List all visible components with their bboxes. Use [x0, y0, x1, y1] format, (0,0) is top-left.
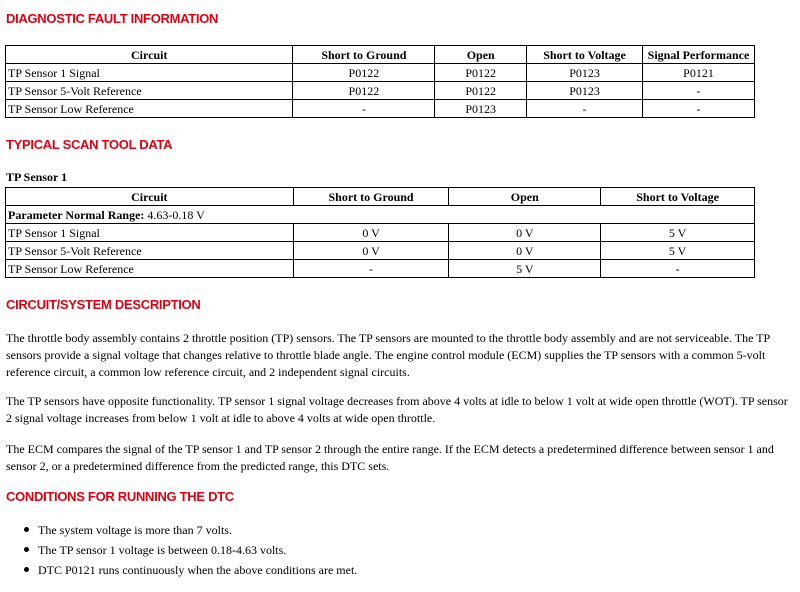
table-cell: - [527, 100, 643, 118]
table-row [6, 260, 755, 278]
table-cell: 0 V [449, 242, 601, 260]
parameter-range-value: 4.63-0.18 V [147, 207, 205, 222]
heading-circuit-system-description: CIRCUIT/SYSTEM DESCRIPTION [6, 297, 201, 312]
description-paragraph: The TP sensors have opposite functionality. TP sensor 1 signal voltage decreases from above 4 volts at idle to below 1 volt at wide open throttle (WOT). TP sensor 2 signal voltage increases from below 1 volt at idle to above 4 volts at wide open throttle. [6, 394, 788, 425]
parameter-range-row [6, 206, 755, 224]
list-item-text: The system voltage is more than 7 volts. [38, 523, 232, 537]
bullet-icon [24, 547, 29, 552]
table-cell: 0 V [293, 242, 449, 260]
column-header: Open [435, 46, 527, 64]
description-paragraph: The ECM compares the signal of the TP sensor 1 and TP sensor 2 through the entire range. If the ECM detects a predetermined difference between sensor 1 and sensor 2, or a predetermined difference from the predicted range, this DTC sets. [6, 442, 774, 473]
table-header-row [6, 188, 755, 206]
list-item [38, 520, 357, 540]
list-item [38, 560, 357, 580]
parameter-range-cell [6, 206, 755, 224]
table-cell: P0122 [435, 64, 527, 82]
table-cell: TP Sensor 1 Signal [6, 64, 293, 82]
list-item-text: DTC P0121 runs continuously when the above conditions are met. [38, 563, 358, 577]
list-item [38, 540, 357, 560]
column-header: Short to Voltage [601, 188, 755, 206]
table-cell: - [601, 260, 755, 278]
table-cell: TP Sensor 5-Volt Reference [6, 242, 294, 260]
column-header: Signal Performance [642, 46, 754, 64]
bullet-icon [24, 567, 29, 572]
table-cell: P0122 [435, 82, 527, 100]
table-cell: P0122 [293, 82, 435, 100]
table-cell: - [293, 260, 449, 278]
column-header: Short to Ground [293, 188, 449, 206]
table-header-row [6, 46, 755, 64]
table-cell: P0123 [527, 64, 643, 82]
column-header: Short to Voltage [527, 46, 643, 64]
table-cell: 5 V [601, 242, 755, 260]
heading-typical-scan-tool-data: TYPICAL SCAN TOOL DATA [6, 137, 173, 152]
scan-tool-table [5, 187, 755, 278]
column-header: Open [449, 188, 601, 206]
table-cell: P0123 [435, 100, 527, 118]
column-header: Circuit [6, 46, 293, 64]
table-cell: TP Sensor Low Reference [6, 260, 294, 278]
table-row [6, 82, 755, 100]
list-item-text: The TP sensor 1 voltage is between 0.18-4.63 volts. [38, 543, 287, 557]
table-cell: P0121 [642, 64, 754, 82]
parameter-range-label: Parameter Normal Range: [8, 207, 145, 222]
table-cell: 5 V [449, 260, 601, 278]
bullet-icon [24, 527, 29, 532]
column-header: Circuit [6, 188, 294, 206]
table-row [6, 242, 755, 260]
table-cell: TP Sensor Low Reference [6, 100, 293, 118]
table-cell: TP Sensor 5-Volt Reference [6, 82, 293, 100]
table-cell: P0122 [293, 64, 435, 82]
conditions-list [6, 520, 357, 580]
description-paragraph: The throttle body assembly contains 2 throttle position (TP) sensors. The TP sensors are mounted to the throttle body assembly and are not serviceable. The TP sensors provide a signal voltage that changes relative to throttle blade angle. The engine control module (ECM) supplies the TP sensors with a common 5-volt reference circuit, a common low reference circuit, and 2 independent signal circuits. [6, 331, 770, 379]
column-header: Short to Ground [293, 46, 435, 64]
heading-diagnostic-fault-information: DIAGNOSTIC FAULT INFORMATION [6, 11, 219, 26]
heading-conditions-for-running: CONDITIONS FOR RUNNING THE DTC [6, 489, 234, 504]
sensor-label: TP Sensor 1 [6, 170, 68, 184]
table-cell: - [293, 100, 435, 118]
table-row [6, 224, 755, 242]
fault-table [5, 45, 755, 118]
table-row [6, 64, 755, 82]
table-cell: 5 V [601, 224, 755, 242]
table-cell: - [642, 100, 754, 118]
table-row [6, 100, 755, 118]
table-cell: TP Sensor 1 Signal [6, 224, 294, 242]
table-cell: P0123 [527, 82, 643, 100]
table-cell: - [642, 82, 754, 100]
table-cell: 0 V [449, 224, 601, 242]
table-cell: 0 V [293, 224, 449, 242]
